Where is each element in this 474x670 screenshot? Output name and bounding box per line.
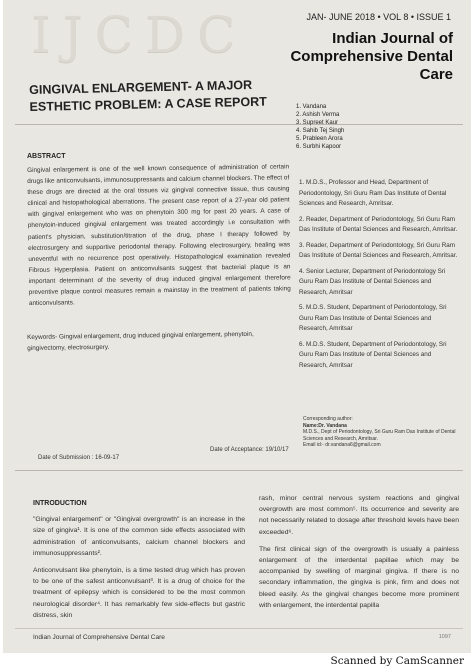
body-paragraph: The first clinical sign of the overgrowth is usually a painless enlargement of the interdental papillae which may be accompanied by swelling of marginal gingiva. If there is no secondary inflammation, the gingiva is pink, firm and does not bleed easily. As the gingival changes become more prominent with enlargement, the interdental papilla bbox=[259, 545, 459, 609]
date-of-submission: Date of Submission : 16-09-17 bbox=[38, 455, 120, 461]
author-item: 1. Vandana bbox=[296, 104, 327, 110]
author-item: 6. Surbhi Kapoor bbox=[296, 144, 342, 150]
affiliation-item: 3. Reader, Department of Periodontology, Sri Guru Ram Das Institute of Dental Sciences and Research, Amritsar. bbox=[299, 241, 458, 259]
corresponding-label: Corresponding author: bbox=[303, 416, 353, 422]
affiliation-list bbox=[299, 178, 459, 376]
footer-journal-name: Indian Journal of Comprehensive Dental Care bbox=[33, 634, 165, 641]
paper-page bbox=[3, 0, 471, 653]
introduction-heading: INTRODUCTION bbox=[33, 500, 87, 507]
corresponding-email: Email id:- dr.vandana6@gmail.com bbox=[303, 442, 381, 448]
author-item: 5. Prableen Arora bbox=[296, 136, 343, 142]
affiliation-item: 6. M.D.S. Student, Department of Periodontology, Sri Guru Ram Das Institute of Dental Sciences and Research, Amritsar bbox=[299, 340, 447, 369]
keywords: Keywords- Gingival enlargement, drug induced gingival enlargement, phenytoin, gingivectomy, electrosurgery. bbox=[27, 330, 254, 352]
journal-title: Indian Journal of Comprehensive Dental Care bbox=[290, 30, 453, 83]
section-divider bbox=[15, 470, 463, 471]
header-divider bbox=[15, 124, 463, 125]
author-item: 2. Ashish Verma bbox=[296, 112, 340, 118]
affiliation-item: 5. M.D.S. Student, Department of Periodontology, Sri Guru Ram Das Institute of Dental Sciences and Research, Amritsar bbox=[299, 304, 447, 332]
abstract-heading: ABSTRACT bbox=[27, 153, 66, 160]
affiliation-item: 4. Senior Lecturer, Department of Periodontology Sri Guru Ram Das Institute of Dental Sciences and Research, Amritsar bbox=[299, 267, 446, 296]
author-item: 3. Supreet Kaur bbox=[296, 120, 339, 126]
author-item: 4. Sahib Tej Singh bbox=[296, 128, 345, 134]
body-paragraph: rash, minor central nervous system reactions and gingival overgrowth are most common⁵. Its occurrence and severity are not necessarily related to dosage after threshold levels have been exceeded⁶. bbox=[259, 495, 459, 536]
body-paragraph: "Gingival enlargement" or "Gingival overgrowth" is an increase in the size of gingiva¹. It is one of the common side effects associated with administration of anticonvulsants, calcium channel blockers and immunosuppressants². bbox=[33, 516, 245, 557]
corresponding-author-block bbox=[303, 416, 463, 449]
body-paragraph: Anticonvulsant like phenytoin, is a time tested drug which has proven to be one of the safest anticonvulsant³. It is a drug of choice for the treatment of epilepsy which is considered to be the most common neurological disorder⁴. It has remarkably few side-effects but gastric distress, skin bbox=[33, 567, 245, 619]
article-title: GINGIVAL ENLARGEMENT- A MAJOR ESTHETIC PROBLEM: A CASE REPORT bbox=[29, 77, 267, 114]
body-column-right bbox=[259, 493, 459, 617]
date-of-acceptance: Date of Acceptance: 19/10/17 bbox=[210, 447, 289, 453]
abstract-text: Gingival enlargement is one of the well known consequence of administration of certain drugs like anticonvulsants, immunosuppressants and calcium channel blockers. The effect of these drugs are directed at the oral tissues viz gingival connective tissue, thus causing clinical and histopathological aberrations. The present case report of a 27-year old patient with gingival enlargement who was on phenytoin 300 mg for past 20 years. A case of phenytoin-induced gingival enlargement was treated accordingly i.e consultation with patient's physician, substitution/titration of the drug, phase I therapy followed by electrosurgery and supportive periodontal therapy. Following electrosurgery, healing was uneventful with no recurrence post operatively. Histopathological examination revealed Fibrous Hyperplasia. Patient on anticonvulsants suggest that bacterial plaque is an important determinant of the severity of drug induced gingival enlargement therefore preventive plaque control measures remain a mainstay in the treatment of patients taking anticonvulsants. bbox=[27, 163, 291, 308]
scanner-watermark: Scanned by CamScanner bbox=[330, 655, 464, 667]
author-list bbox=[296, 103, 344, 151]
issue-line: JAN- JUNE 2018 • VOL 8 • ISSUE 1 bbox=[306, 12, 451, 22]
journal-watermark: IJCDC bbox=[31, 6, 248, 64]
corresponding-name: Name:Dr. Vandana bbox=[303, 422, 347, 429]
affiliation-item: 2. Reader, Department of Periodontology, Sri Guru Ram Das Institute of Dental Sciences and Research, Amritsar. bbox=[299, 215, 458, 233]
affiliation-item: 1. M.D.S., Professor and Head, Department of Periodontology, Sri Guru Ram Das Institute of Dental Sciences and Research, Amritsar. bbox=[299, 179, 447, 207]
corresponding-details: M.D.S., Dept of Periodontology, Sri Guru Ram Das Institute of Dental Sciences and Research, Amritsar. bbox=[303, 429, 456, 442]
footer-divider bbox=[15, 628, 463, 629]
body-column-left bbox=[33, 498, 245, 627]
page-number: 1097 bbox=[438, 634, 451, 640]
